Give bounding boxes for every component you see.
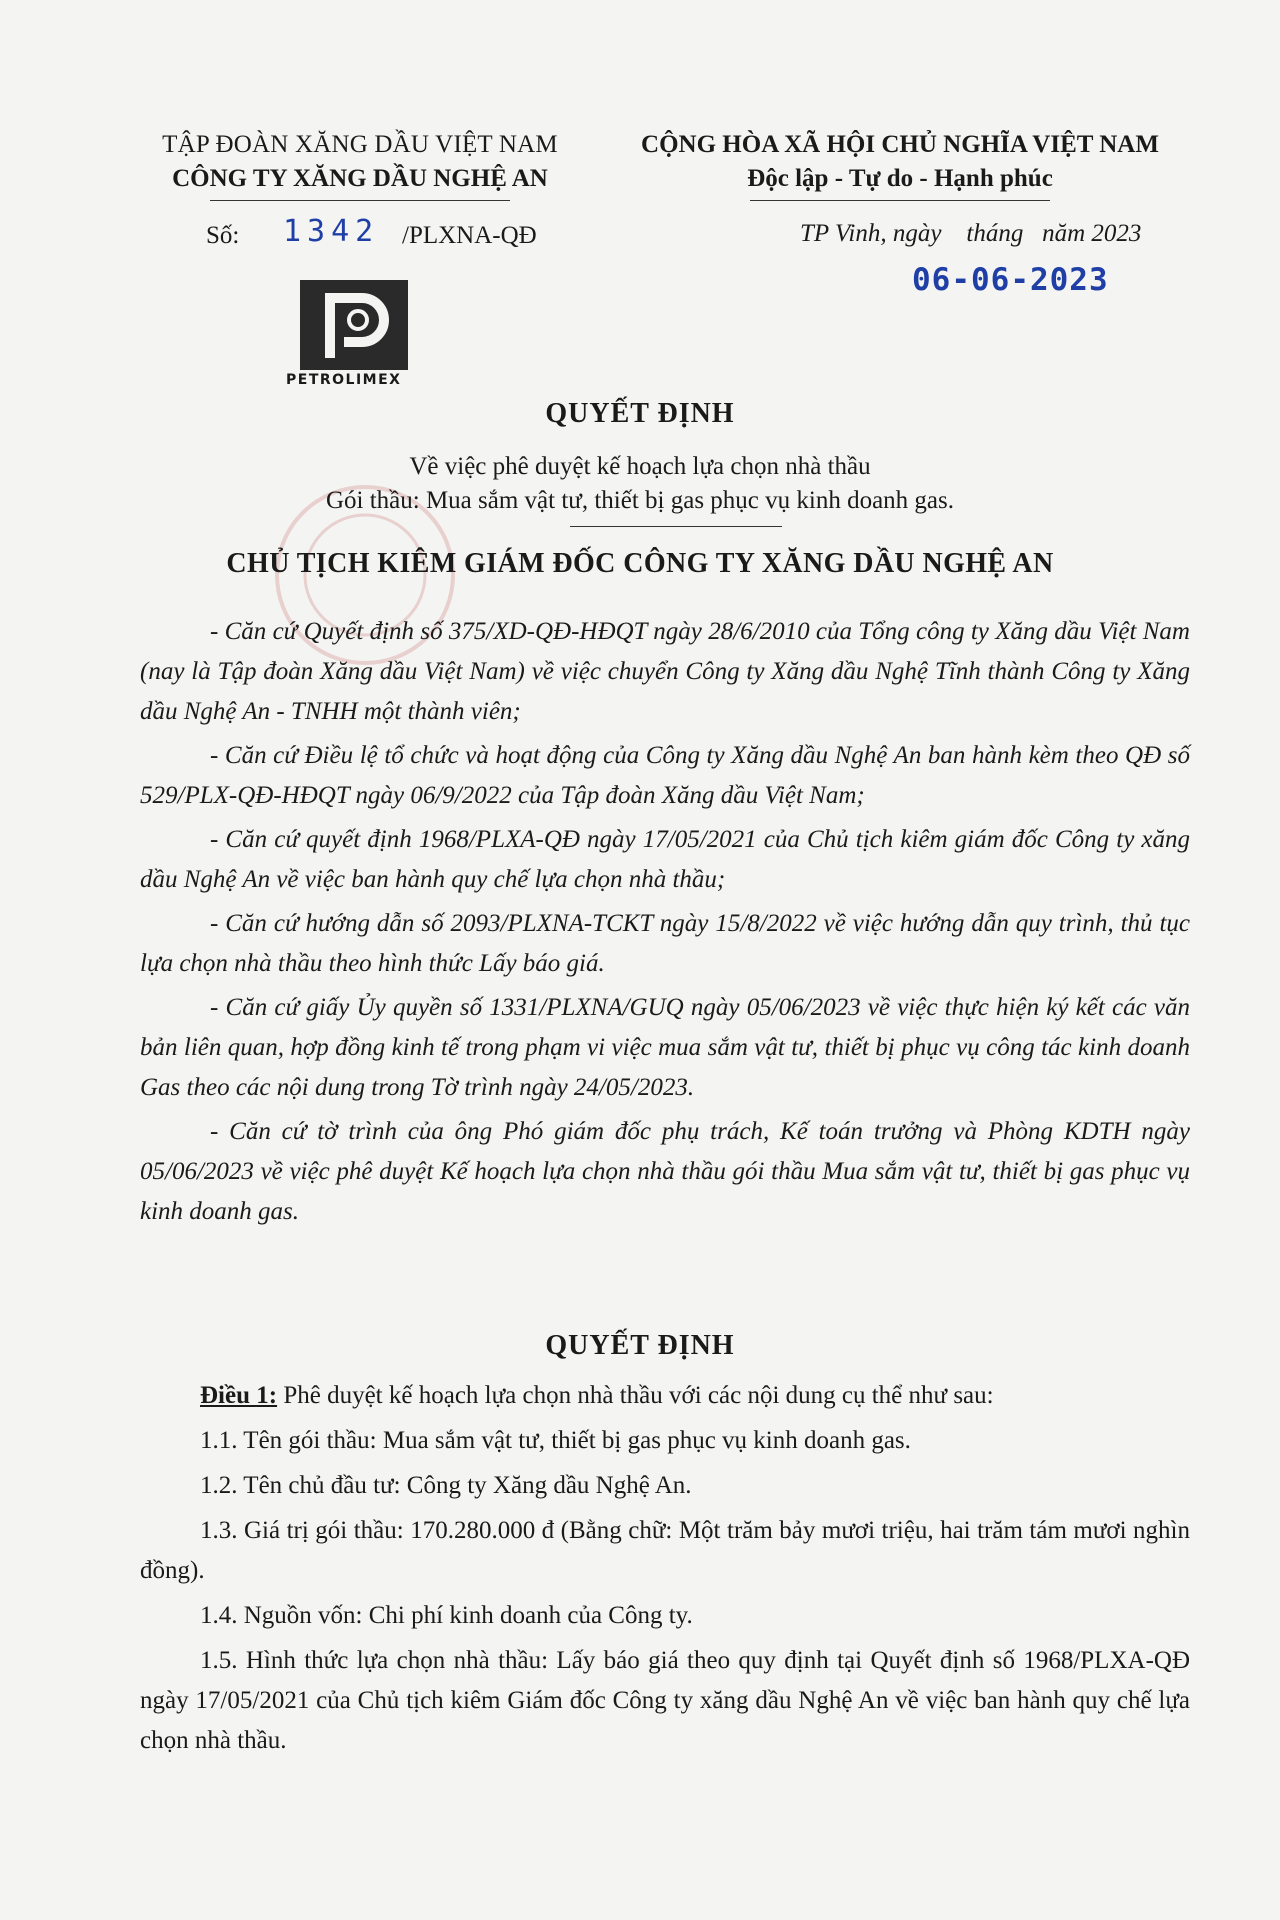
article-item: 1.4. Nguồn vốn: Chi phí kinh doanh của Công ty. bbox=[200, 1602, 693, 1629]
basis-item: - Căn cứ quyết định 1968/PLXA-QĐ ngày 17/05/2021 của Chủ tịch kiêm giám đốc Công ty xăng dầu Nghệ An về việc ban hành quy chế lựa chọn nhà thầu; bbox=[140, 826, 1190, 893]
subtitle-line-2: Gói thầu: Mua sắm vật tư, thiết bị gas phục vụ kinh doanh gas. bbox=[325, 487, 955, 514]
article-label: Điều 1: bbox=[200, 1382, 278, 1409]
article-item: 1.5. Hình thức lựa chọn nhà thầu: Lấy báo giá theo quy định tại Quyết định số 1968/PLXA-QĐ ngày 17/05/2021 của Chủ tịch kiêm Giám đốc Công ty xăng dầu Nghệ An về việc ban hành quy chế lựa chọn nhà thầu. bbox=[140, 1647, 1190, 1754]
article-item: 1.2. Tên chủ đầu tư: Công ty Xăng dầu Nghệ An. bbox=[200, 1472, 692, 1499]
national-motto-block bbox=[600, 128, 1200, 196]
basis-item: - Căn cứ tờ trình của ông Phó giám đốc phụ trách, Kế toán trưởng và Phòng KDTH ngày 05/06/2023 về việc phê duyệt Kế hoạch lựa chọn nhà thầu gói thầu Mua sắm vật tư, thiết bị gas phục vụ kinh doanh gas. bbox=[140, 1118, 1190, 1225]
issuer-block bbox=[130, 128, 590, 196]
doc-number-suffix: /PLXNA-QĐ bbox=[402, 222, 537, 249]
basis-item: - Căn cứ Điều lệ tổ chức và hoạt động của Công ty Xăng dầu Nghệ An ban hành kèm theo QĐ số 529/PLX-QĐ-HĐQT ngày 06/9/2022 của Tập đoàn Xăng dầu Việt Nam; bbox=[140, 742, 1190, 809]
subtitle-underline bbox=[570, 526, 782, 527]
article-item: 1.3. Giá trị gói thầu: 170.280.000 đ (Bằng chữ: Một trăm bảy mươi triệu, hai trăm tám mươi nghìn đồng). bbox=[140, 1517, 1190, 1584]
stamped-date: 06-06-2023 bbox=[912, 262, 1109, 298]
legal-basis-list bbox=[140, 612, 1190, 1236]
issuer-underline bbox=[210, 200, 510, 201]
issuer-parent: TẬP ĐOÀN XĂNG DẦU VIỆT NAM bbox=[162, 131, 558, 158]
article-item: 1.1. Tên gói thầu: Mua sắm vật tư, thiết bị gas phục vụ kinh doanh gas. bbox=[200, 1427, 911, 1454]
article-1-intro bbox=[140, 1376, 1190, 1416]
place-date: TP Vinh, ngày tháng năm 2023 bbox=[800, 220, 1142, 247]
article-1 bbox=[140, 1376, 1190, 1766]
issuer-name: CÔNG TY XĂNG DẦU NGHỆ AN bbox=[172, 165, 548, 192]
doc-number-label: Số: bbox=[206, 222, 240, 249]
motto: Độc lập - Tự do - Hạnh phúc bbox=[747, 165, 1053, 192]
doc-number-stamp: 1342 bbox=[283, 214, 380, 249]
article-1-text: Phê duyệt kế hoạch lựa chọn nhà thầu với các nội dung cụ thể như sau: bbox=[277, 1382, 994, 1409]
country-name: CỘNG HÒA XÃ HỘI CHỦ NGHĨA VIỆT NAM bbox=[641, 131, 1159, 158]
motto-underline bbox=[750, 200, 1050, 201]
subtitle-line-1: Về việc phê duyệt kế hoạch lựa chọn nhà thầu bbox=[409, 453, 871, 480]
basis-item: - Căn cứ giấy Ủy quyền số 1331/PLXNA/GUQ ngày 05/06/2023 về việc thực hiện ký kết các văn bản liên quan, hợp đồng kinh tế trong phạm vi việc mua sắm vật tư, thiết bị phục vụ công tác kinh doanh Gas theo các nội dung trong Tờ trình ngày 24/05/2023. bbox=[140, 994, 1190, 1101]
basis-item: - Căn cứ Quyết định số 375/XD-QĐ-HĐQT ngày 28/6/2010 của Tổng công ty Xăng dầu Việt Nam (nay là Tập đoàn Xăng dầu Việt Nam) về việc chuyển Công ty Xăng dầu Nghệ Tĩnh thành Công ty Xăng dầu Nghệ An - TNHH một thành viên; bbox=[140, 618, 1190, 725]
decision-heading: QUYẾT ĐỊNH bbox=[545, 1330, 735, 1361]
basis-item: - Căn cứ hướng dẫn số 2093/PLXNA-TCKT ngày 15/8/2022 về việc hướng dẫn quy trình, thủ tục lựa chọn nhà thầu theo hình thức Lấy báo giá. bbox=[140, 910, 1190, 977]
logo-wordmark: PETROLIMEX bbox=[286, 372, 402, 388]
petrolimex-logo-icon bbox=[300, 280, 408, 370]
document-title: QUYẾT ĐỊNH bbox=[545, 398, 735, 429]
issuing-authority: CHỦ TỊCH KIÊM GIÁM ĐỐC CÔNG TY XĂNG DẦU NGHỆ AN bbox=[226, 548, 1054, 579]
